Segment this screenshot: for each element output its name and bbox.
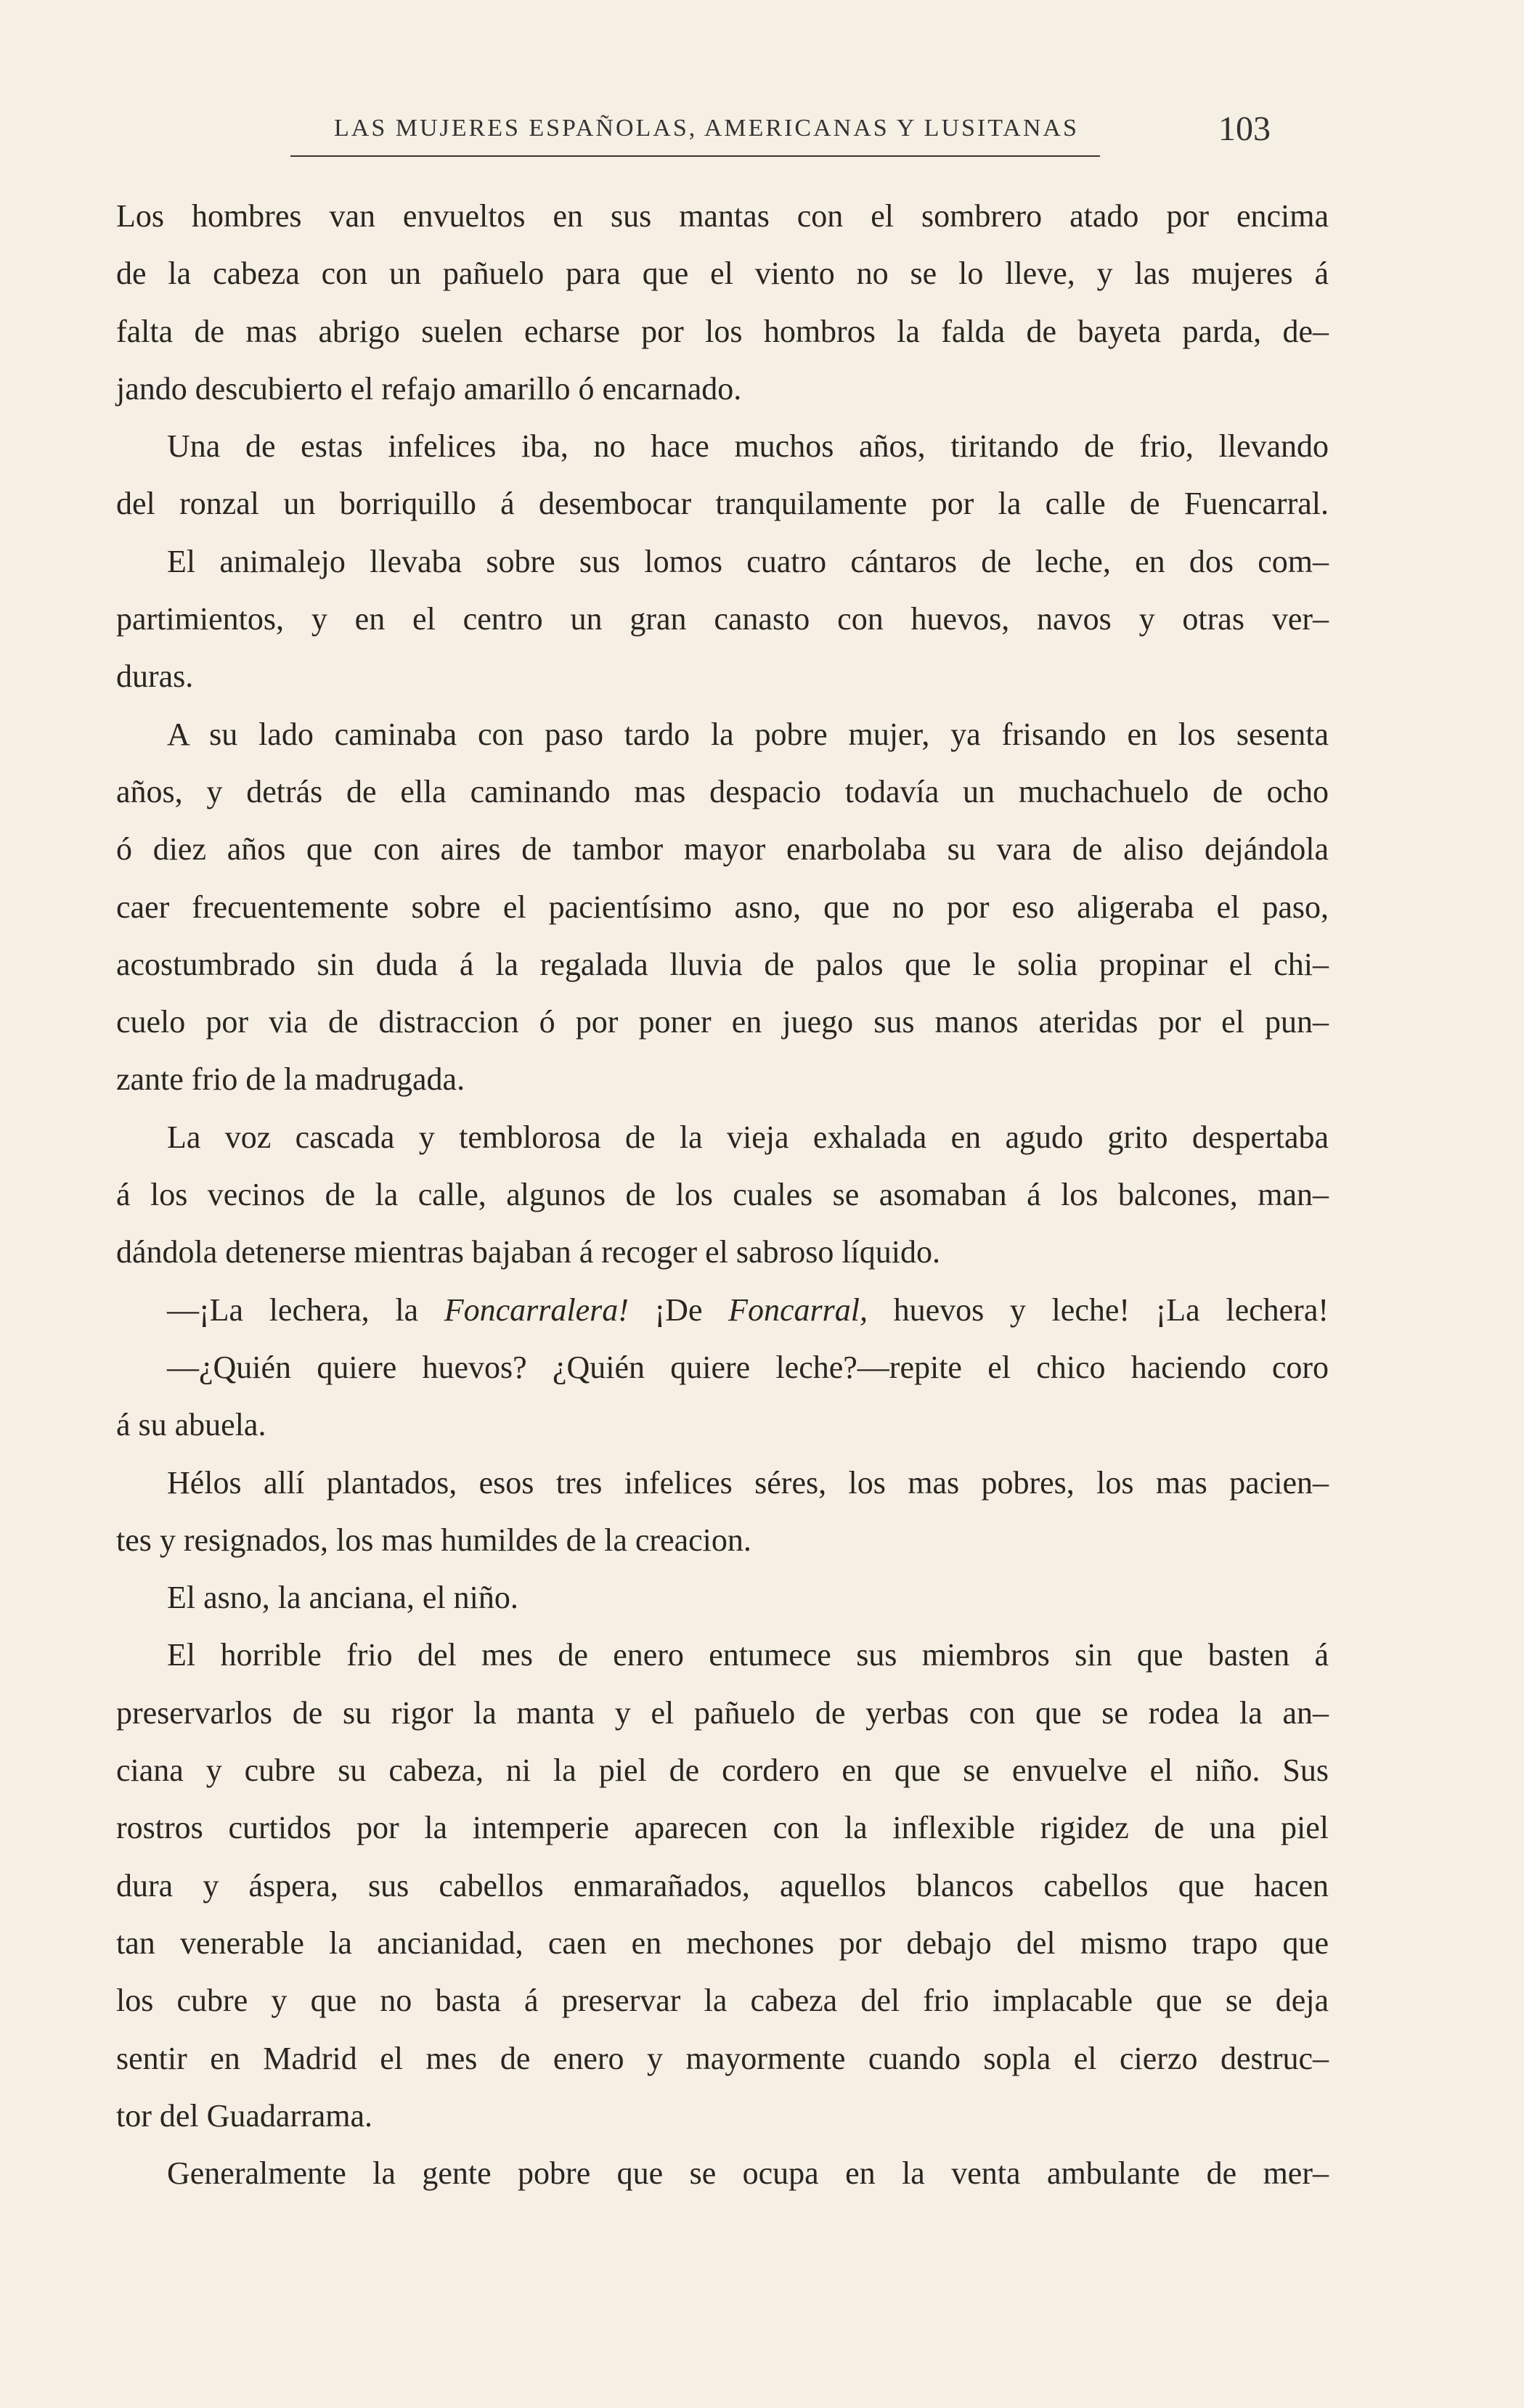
dialogue-italic: Foncarral,	[728, 1291, 868, 1328]
text-line: Los hombres van envueltos en sus mantas con el sombrero atado por encima	[116, 198, 1329, 234]
text-line: Una de estas infelices iba, no hace muchos años, tiritando de frio, llevando	[167, 428, 1329, 465]
text-line: tan venerable la ancianidad, caen en mechones por debajo del mismo trapo que	[116, 1925, 1329, 1961]
body-text	[116, 200, 1329, 2215]
text-line: La voz cascada y temblorosa de la vieja exhalada en agudo grito despertaba	[167, 1119, 1329, 1155]
text-line: de la cabeza con un pañuelo para que el viento no se lo lleve, y las mujeres á	[116, 256, 1329, 292]
text-line: Hélos allí plantados, esos tres infelices séres, los mas pobres, los mas pacien–	[167, 1464, 1329, 1501]
text-line: del ronzal un borriquillo á desembocar tranquilamente por la calle de Fuencarral.	[116, 486, 1329, 522]
text-line: dándola detenerse mientras bajaban á recoger el sabroso líquido.	[116, 1234, 940, 1270]
text-line: falta de mas abrigo suelen echarse por los hombros la falda de bayeta parda, de–	[116, 313, 1329, 349]
text-line: á su abuela.	[116, 1407, 266, 1443]
text-line: A su lado caminaba con paso tardo la pobre mujer, ya frisando en los sesenta	[167, 716, 1329, 752]
text-line: acostumbrado sin duda á la regalada lluvia de palos que le solia propinar el chi–	[116, 946, 1329, 982]
text-line: tes y resignados, los mas humildes de la creacion.	[116, 1522, 751, 1558]
text-line: duras.	[116, 658, 194, 695]
header-rule	[290, 155, 1100, 157]
text-line: —¿Quién quiere huevos? ¿Quién quiere leche?—repite el chico haciendo coro	[167, 1349, 1329, 1385]
text-line: preservarlos de su rigor la manta y el pañuelo de yerbas con que se rodea la an–	[116, 1694, 1329, 1731]
page-number: 103	[1218, 110, 1271, 148]
text-line: partimientos, y en el centro un gran canasto con huevos, navos y otras ver–	[116, 601, 1329, 637]
text-line: años, y detrás de ella caminando mas despacio todavía un muchachuelo de ocho	[116, 773, 1329, 809]
text-line: dura y áspera, sus cabellos enmarañados, aquellos blancos cabellos que hacen	[116, 1867, 1329, 1903]
text-line: zante frio de la madrugada.	[116, 1061, 465, 1098]
text-line: tor del Guadarrama.	[116, 2097, 373, 2134]
text-line: ó diez años que con aires de tambor mayor enarbolaba su vara de aliso dejándola	[116, 831, 1329, 868]
page-header	[290, 109, 1271, 160]
text-line: caer frecuentemente sobre el pacientísimo asno, que no por eso aligeraba el paso,	[116, 889, 1329, 925]
dialogue-part: ¡De	[628, 1291, 729, 1328]
text-line: El asno, la anciana, el niño.	[167, 1580, 518, 1616]
text-line-dialogue	[116, 1291, 1329, 1352]
dialogue-part: —¡La lechera, la	[167, 1291, 444, 1328]
text-line: á los vecinos de la calle, algunos de los cuales se asomaban á los balcones, man–	[116, 1177, 1329, 1213]
text-line: sentir en Madrid el mes de enero y mayormente cuando sopla el cierzo destruc–	[116, 2040, 1329, 2076]
text-line: jando descubierto el refajo amarillo ó encarnado.	[116, 370, 742, 407]
text-line: El animalejo llevaba sobre sus lomos cuatro cántaros de leche, en dos com–	[167, 543, 1329, 579]
text-line: Generalmente la gente pobre que se ocupa en la venta ambulante de mer–	[167, 2155, 1329, 2192]
text-line: los cubre y que no basta á preservar la cabeza del frio implacable que se deja	[116, 1983, 1329, 2019]
dialogue-italic: Foncarralera!	[444, 1291, 629, 1328]
text-line: cuelo por via de distraccion ó por poner en juego sus manos ateridas por el pun–	[116, 1004, 1329, 1040]
text-line: El horrible frio del mes de enero entumece sus miembros sin que basten á	[167, 1637, 1329, 1673]
text-line: rostros curtidos por la intemperie aparecen con la inflexible rigidez de una piel	[116, 1810, 1329, 1846]
running-head: LAS MUJERES ESPAÑOLAS, AMERICANAS Y LUSITANAS	[334, 115, 1079, 142]
text-line: ciana y cubre su cabeza, ni la piel de cordero en que se envuelve el niño. Sus	[116, 1752, 1329, 1789]
dialogue-part: huevos y leche! ¡La lechera!	[868, 1291, 1329, 1328]
